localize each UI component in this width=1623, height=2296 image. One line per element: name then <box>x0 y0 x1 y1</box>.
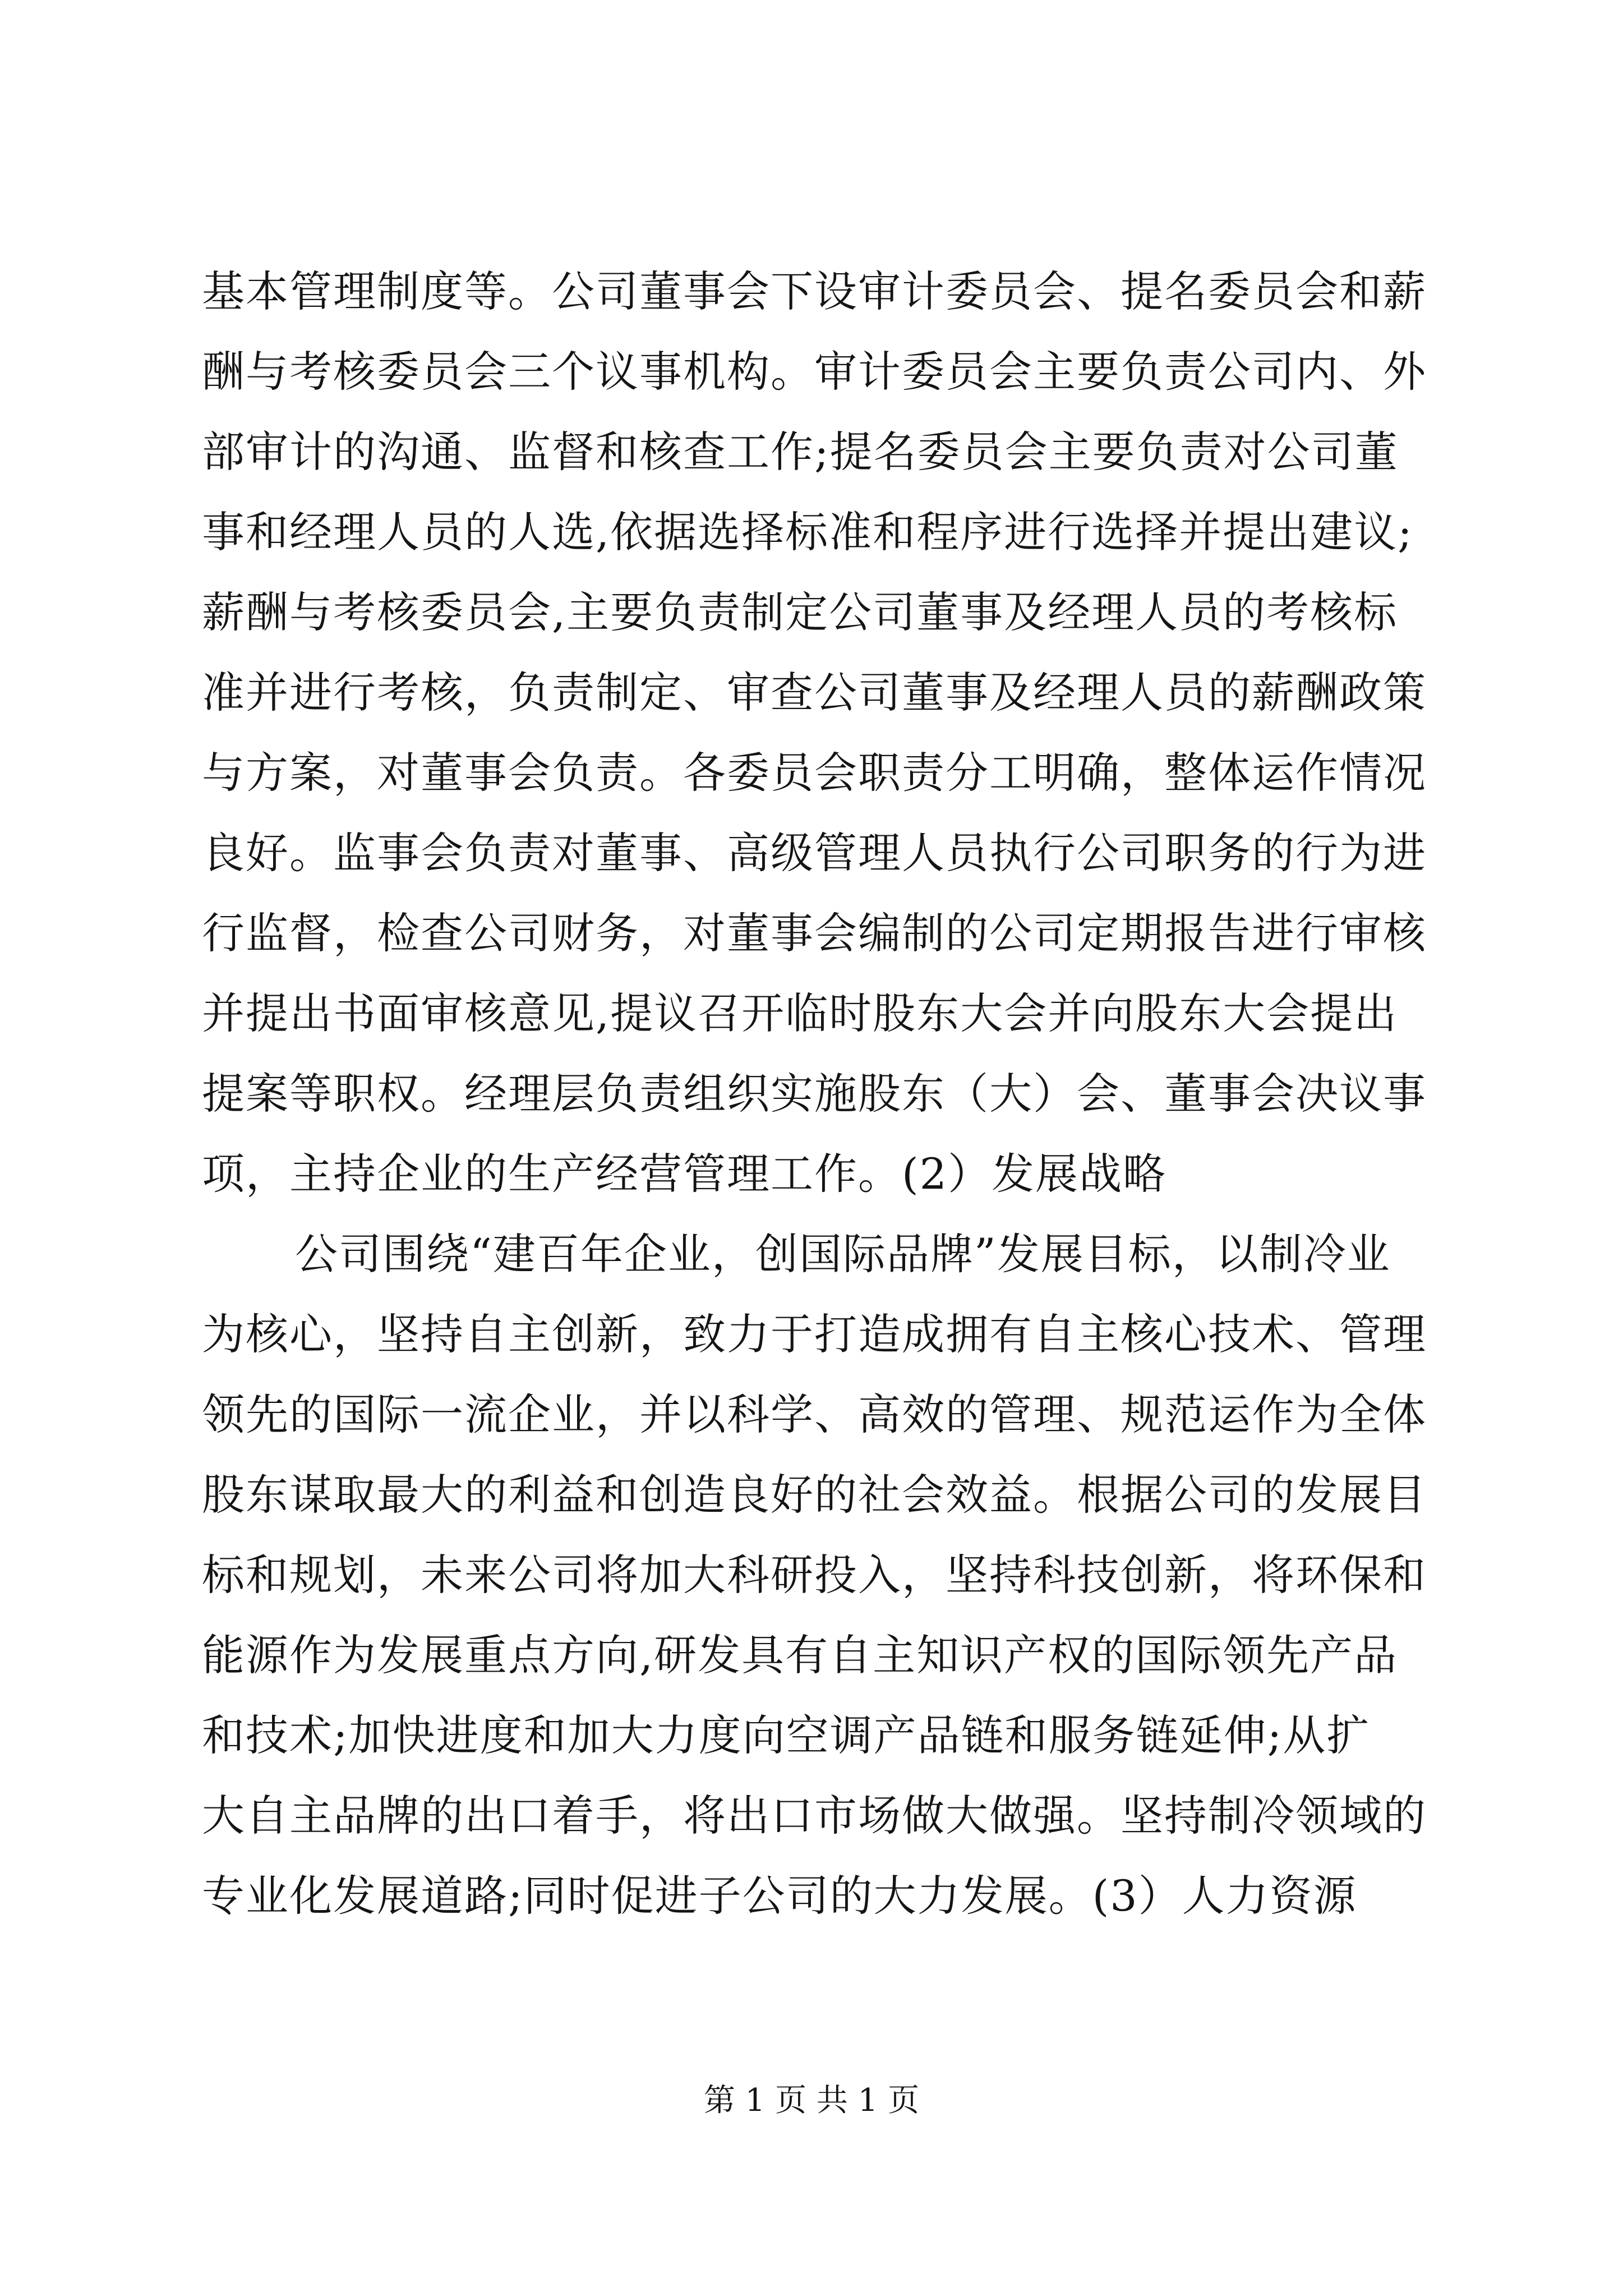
text-line: 专业化发展道路;同时促进子公司的大力发展。(3）人力资源 <box>202 1871 1357 1921</box>
text-line: 良好。监事会负责对董事、高级管理人员执行公司职务的行为进 <box>202 828 1427 878</box>
text-line: 领先的国际一流企业，并以科学、高效的管理、规范运作为全体 <box>202 1389 1427 1439</box>
text-line: 股东谋取最大的利益和创造良好的社会效益。根据公司的发展目 <box>202 1470 1427 1520</box>
text-line: 酬与考核委员会三个议事机构。审计委员会主要负责公司内、外 <box>202 347 1427 397</box>
text-line: 基本管理制度等。公司董事会下设审计委员会、提名委员会和薪 <box>202 266 1427 316</box>
text-line: 提案等职权。经理层负责组织实施股东（大）会、董事会决议事 <box>202 1069 1427 1119</box>
paragraph-start-line: 公司围绕“建百年企业，创国际品牌”发展目标，以制冷业 <box>295 1229 1391 1279</box>
document-body <box>202 251 1441 1936</box>
text-line: 为核心，坚持自主创新，致力于打造成拥有自主核心技术、管理 <box>202 1309 1427 1359</box>
text-line: 行监督，检查公司财务，对董事会编制的公司定期报告进行审核 <box>202 908 1427 958</box>
text-line: 与方案，对董事会负责。各委员会职责分工明确，整体运作情况 <box>202 748 1427 798</box>
text-line: 事和经理人员的人选,依据选择标准和程序进行选择并提出建议; <box>202 507 1413 557</box>
text-line: 薪酬与考核委员会,主要负责制定公司董事及经理人员的考核标 <box>202 587 1398 637</box>
text-line: 部审计的沟通、监督和核查工作;提名委员会主要负责对公司董 <box>202 427 1399 477</box>
page-number-footer: 第 1 页 共 1 页 <box>703 2082 920 2119</box>
text-line: 大自主品牌的出口着手，将出口市场做大做强。坚持制冷领域的 <box>202 1791 1427 1841</box>
text-line: 项，主持企业的生产经营管理工作。(2）发展战略 <box>202 1149 1167 1199</box>
text-line: 并提出书面审核意见,提议召开临时股东大会并向股东大会提出 <box>202 988 1398 1038</box>
text-line: 能源作为发展重点方向,研发具有自主知识产权的国际领先产品 <box>202 1630 1398 1680</box>
text-line: 准并进行考核，负责制定、审查公司董事及经理人员的薪酬政策 <box>202 668 1427 717</box>
text-line: 和技术;加快进度和加大力度向空调产品链和服务链延伸;从扩 <box>202 1710 1371 1760</box>
text-line: 标和规划，未来公司将加大科研投入，坚持科技创新，将环保和 <box>202 1550 1427 1600</box>
